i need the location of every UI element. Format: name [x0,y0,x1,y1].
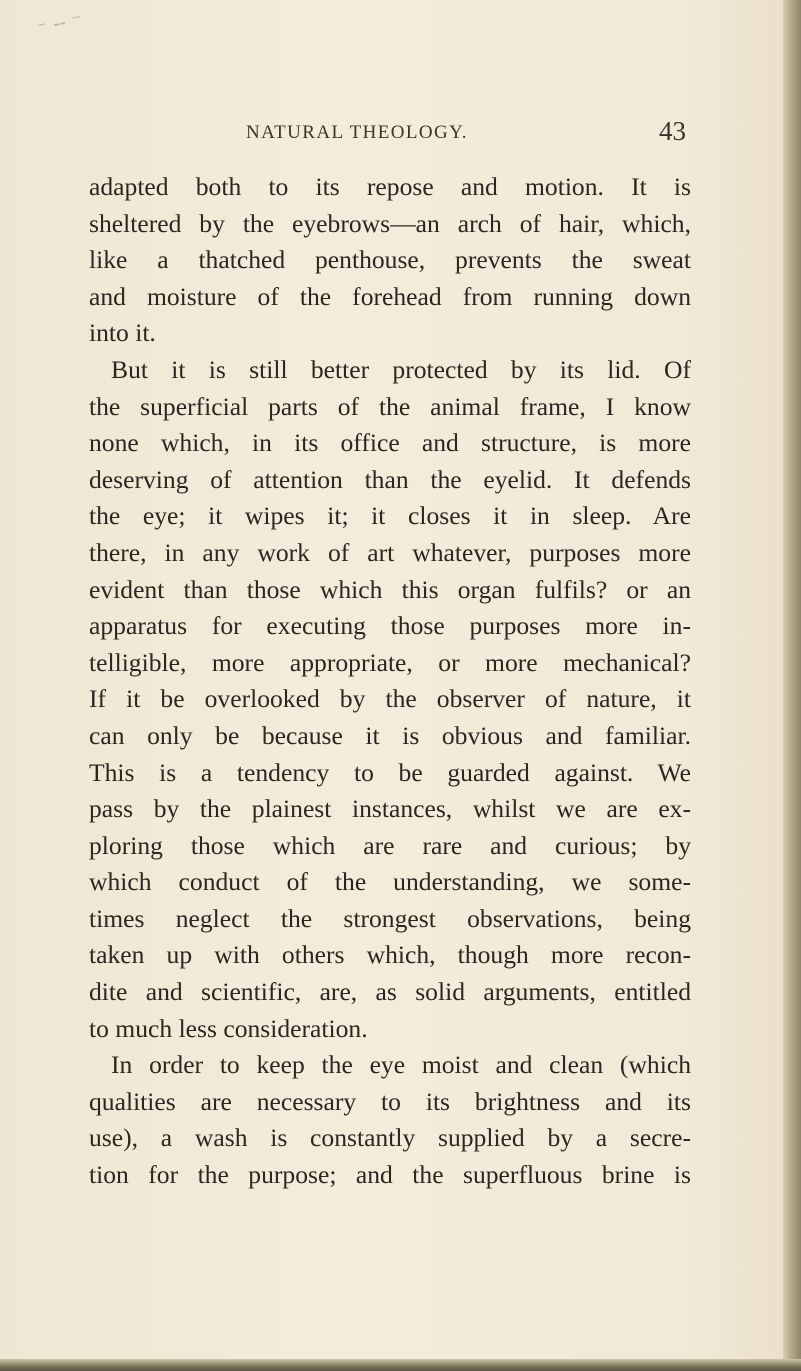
text-line: deserving of attention than the eyelid. It defends [89,464,691,494]
page-edge-shadow [783,0,801,1371]
running-title: NATURAL THEOLOGY. [246,122,468,143]
text-line: If it be overlooked by the observer of nature, it [89,684,691,714]
running-head [246,116,686,156]
text-line: like a thatched penthouse, prevents the sweat [89,245,691,275]
text-line: none which, in its office and structure, is more [89,428,691,458]
body-text [89,169,691,1194]
text-line: dite and scientific, are, as solid arguments, entitled [89,977,691,1007]
page-number: 43 [659,116,686,146]
text-line: In order to keep the eye moist and clean (which [111,1050,691,1080]
text-line: the superficial parts of the animal frame, I know [89,391,691,421]
text-line: times neglect the strongest observations, being [89,903,691,933]
text-line: there, in any work of art whatever, purposes more [89,537,691,567]
text-line: into it. [89,318,156,348]
text-line: the eye; it wipes it; it closes it in sleep. Are [89,501,691,531]
text-line: taken up with others which, though more recon- [89,940,691,970]
page-bottom-edge [0,1359,801,1371]
text-line: adapted both to its repose and motion. It is [89,172,691,201]
text-line: apparatus for executing those purposes more in- [89,611,691,641]
text-line: sheltered by the eyebrows—an arch of hair, which, [89,208,691,238]
text-line: ploring those which are rare and curious; by [89,830,691,860]
text-line: pass by the plainest instances, whilst we are ex- [89,794,691,824]
text-line: which conduct of the understanding, we some- [89,867,691,897]
stray-ink-marks: ⁻ ╌ ⁻ [34,7,85,41]
text-line: telligible, more appropriate, or more mechanical? [89,647,691,677]
text-line: to much less consideration. [89,1013,368,1043]
text-line: But it is still better protected by its lid. Of [111,354,691,384]
text-line: use), a wash is constantly supplied by a secre- [89,1123,691,1153]
text-line: can only be because it is obvious and familiar. [89,720,691,750]
text-line: qualities are necessary to its brightness and its [89,1086,691,1116]
text-line: This is a tendency to be guarded against. We [89,757,691,787]
text-line: tion for the purpose; and the superfluous brine is [89,1160,691,1190]
text-line: and moisture of the forehead from running down [89,281,691,311]
text-line: evident than those which this organ fulfils? or an [89,574,691,604]
